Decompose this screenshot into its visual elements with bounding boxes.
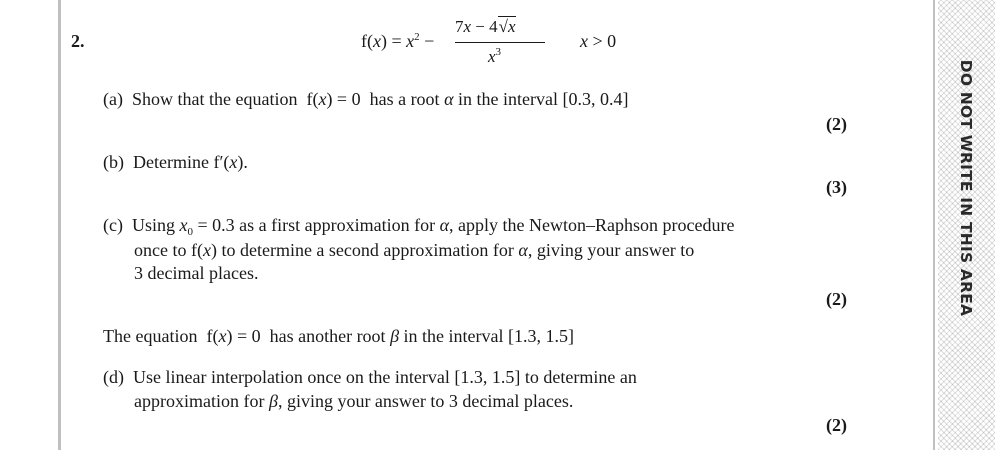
equation-numerator: 7x − 4√x (455, 17, 516, 36)
root-beta-statement: The equation f(x) = 0 has another root β in the interval [1.3, 1.5] (103, 326, 574, 346)
equation-denominator: $x^3$ (488, 46, 502, 66)
part-d-marks: (2) (826, 415, 847, 435)
fraction-bar (455, 42, 545, 43)
part-c-line-1: (c) Using $x_0 = 0.3$ as a first approximation for α, apply the Newton–Raphson procedure (103, 215, 735, 238)
part-c-line-2: once to f(x) to determine a second approximation for α, giving your answer to (134, 240, 695, 260)
equation-condition: x > 0 (580, 31, 617, 51)
part-c-marks: (2) (826, 289, 847, 309)
part-b-marks: (3) (826, 177, 847, 197)
part-d-line-1: (d) Use linear interpolation once on the interval [1.3, 1.5] to determine an (103, 367, 637, 387)
right-margin-rule (933, 0, 935, 450)
question-number: 2. (71, 31, 85, 51)
part-a-text: (a) Show that the equation f(x) = 0 has a root α in the interval [0.3, 0.4] (103, 89, 629, 109)
part-d-line-2: approximation for β, giving your answer to 3 decimal places. (134, 391, 574, 411)
part-b-text: (b) Determine f′(x). (103, 152, 248, 172)
do-not-write-label: DO NOT WRITE IN THIS AREA (957, 59, 975, 317)
equation-lhs: $f(x) = x^2$ − (361, 31, 435, 51)
part-c-line-3: 3 decimal places. (134, 263, 259, 283)
part-a-marks: (2) (826, 114, 847, 134)
left-margin-rule (58, 0, 61, 450)
